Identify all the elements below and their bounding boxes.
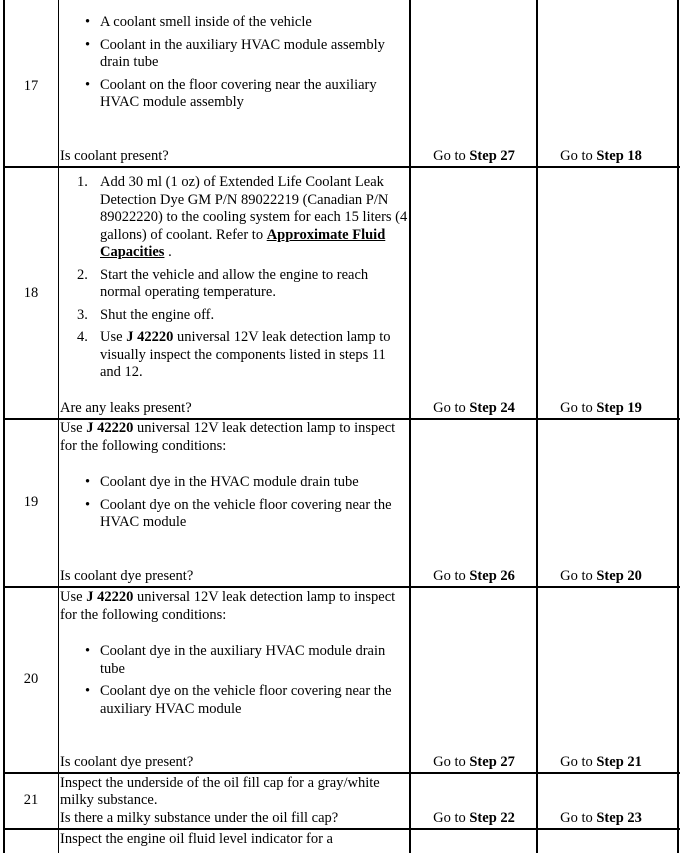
item-number: 4. [77,329,88,345]
table-border-right [677,0,679,853]
step-link[interactable]: Step 22 [469,810,515,826]
list-item: • A coolant smell inside of the vehicle [60,14,408,32]
go-to-text: Go to [433,810,470,826]
item-number: 1. [77,174,88,190]
action-cell [60,174,408,382]
step-number: 19 [23,494,39,510]
step-link[interactable]: Step 27 [469,148,515,164]
no-action [539,754,663,771]
step-link[interactable]: Step 27 [469,754,515,770]
yes-action [412,810,536,827]
column-divider [536,0,538,853]
item-text: Add 30 ml (1 oz) of Extended Life Coolant Leak Detection Dye GM P/N 89022219 (Canadian P/N 89022220) to the cooling system for each 15 liters (4 gallons) of coolant. Refer to [100,174,408,243]
list-item: • Coolant dye in the HVAC module drain tube [60,474,408,492]
action-cell [60,14,408,112]
column-divider [58,0,59,853]
list-item: • Coolant dye on the vehicle floor covering near the auxiliary HVAC module [60,683,408,718]
intro-text-part: Use [60,420,87,436]
item-text: universal 12V leak detection lamp to visually inspect the components listed in steps 11 and 12. [100,329,391,380]
step-number: 20 [23,671,39,687]
step-link[interactable]: Step 20 [596,568,642,584]
question-text: Are any leaks present? [60,400,192,416]
item-number: 2. [77,266,88,283]
list-item: • Coolant dye in the auxiliary HVAC module drain tube [60,643,408,678]
list-item: • Coolant dye on the vehicle floor covering near the HVAC module [60,497,408,532]
action-cell: Inspect the underside of the oil fill cap for a gray/white milky substance. [60,775,380,808]
no-action [539,400,663,417]
list-item: • Coolant on the floor covering near the auxiliary HVAC module assembly [60,77,408,112]
column-divider [409,0,411,853]
row-divider [3,166,680,168]
go-to-text: Go to [560,148,597,164]
row-divider [3,586,680,588]
intro-text [60,420,408,455]
row-divider [3,772,680,774]
list-item: • Coolant in the auxiliary HVAC module assembly drain tube [60,37,408,72]
question-text: Is coolant dye present? [60,754,194,770]
action-cell: Inspect the engine oil fluid level indicator for a [60,831,333,847]
step-link[interactable]: Step 26 [469,568,515,584]
item-text: . [164,244,172,260]
question-text: Is there a milky substance under the oil fill cap? [60,810,339,826]
action-cell [60,589,408,718]
tool-number: J 42220 [126,329,174,345]
step-link[interactable]: Step 19 [596,400,642,416]
list-item [60,267,408,302]
go-to-text: Go to [560,754,597,770]
step-link[interactable]: Step 24 [469,400,515,416]
list-item [60,329,408,382]
yes-action [412,400,536,417]
intro-text [60,589,408,624]
go-to-text: Go to [433,148,470,164]
step-link[interactable]: Step 18 [596,148,642,164]
item-text: Use [100,329,127,345]
step-number: 17 [23,78,39,94]
step-number: 18 [23,285,39,301]
go-to-text: Go to [560,810,597,826]
action-cell [60,420,408,532]
intro-text-part: Use [60,589,87,605]
no-action [539,568,663,585]
yes-action [412,754,536,771]
yes-action [412,148,536,165]
step-link[interactable]: Step 23 [596,810,642,826]
item-text: Start the vehicle and allow the engine to reach normal operating temperature. [100,266,369,300]
tool-number: J 42220 [86,420,134,436]
tool-number: J 42220 [86,589,134,605]
go-to-text: Go to [560,400,597,416]
step-number: 21 [23,792,39,808]
intro-text-part: universal 12V leak detection lamp to inspect for the following conditions: [60,589,396,623]
item-text: Shut the engine off. [100,306,215,323]
go-to-text: Go to [433,568,470,584]
approximate-fluid-capacities-link[interactable]: Approximate Fluid Capacities [100,226,386,260]
step-link[interactable]: Step 21 [596,754,642,770]
go-to-text: Go to [560,568,597,584]
no-action [539,810,663,827]
table-border-left [3,0,5,853]
item-number: 3. [77,306,88,323]
yes-action [412,568,536,585]
question-text: Is coolant dye present? [60,568,194,584]
go-to-text: Go to [433,754,470,770]
question-text: Is coolant present? [60,148,169,164]
no-action [539,148,663,165]
row-divider [3,828,680,830]
list-item [60,307,408,325]
go-to-text: Go to [433,400,470,416]
intro-text-part: universal 12V leak detection lamp to inspect for the following conditions: [60,420,396,454]
list-item [60,174,408,262]
